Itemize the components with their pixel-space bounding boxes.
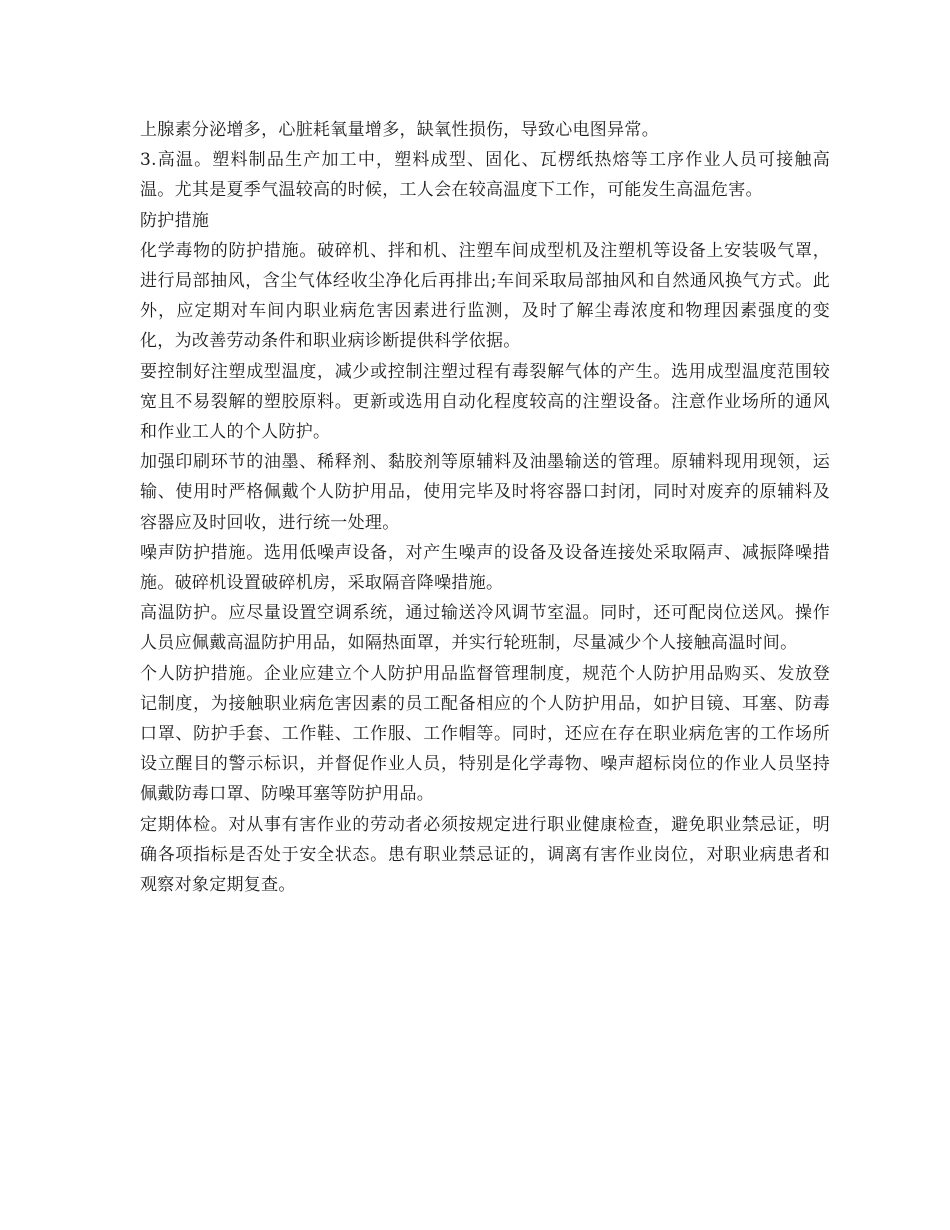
paragraph-regular-health-check: 定期体检。对从事有害作业的劳动者必须按规定进行职业健康检查，避免职业禁忌证，明确各项指标是否处于安全状态。患有职业禁忌证的，调离有害作业岗位，对职业病患者和观察对象定期复查。 — [140, 814, 830, 896]
paragraph-adrenaline-effects: 上腺素分泌增多，心脏耗氧量增多，缺氧性损伤，导致心电图异常。 — [140, 120, 659, 140]
paragraph-chemical-toxin-protection: 化学毒物的防护措施。破碎机、拌和机、注塑车间成型机及注塑机等设备上安装吸气罩，进行局部抽风，含尘气体经收尘净化后再排出;车间采取局部抽风和自然通风换气方式。此外，应定期对车间内职业病危害因素进行监测，及时了解尘毒浓度和物理因素强度的变化，为改善劳动条件和职业病诊断提供科学依据。 — [140, 240, 830, 352]
paragraph-noise-protection: 噪声防护措施。选用低噪声设备，对产生噪声的设备及设备连接处采取隔声、减振降噪措施。破碎机设置破碎机房，采取隔音降噪措施。 — [140, 542, 830, 594]
paragraph-ink-material-management: 加强印刷环节的油墨、稀释剂、黏胶剂等原辅料及油墨输送的管理。原辅料现用现领，运输、使用时严格佩戴个人防护用品，使用完毕及时将容器口封闭，同时对废弃的原辅料及容器应及时回收，进行统一处理。 — [140, 452, 830, 533]
paragraph-heat-protection: 高温防护。应尽量设置空调系统，通过输送冷风调节室温。同时，还可配岗位送风。操作人员应佩戴高温防护用品，如隔热面罩，并实行轮班制，尽量减少个人接触高温时间。 — [140, 603, 830, 654]
section-heading-protective-measures: 防护措施 — [140, 210, 210, 231]
paragraph-high-temperature-hazard: 3.高温。塑料制品生产加工中，塑料成型、固化、瓦楞纸热熔等工序作业人员可接触高温。尤其是夏季气温较高的时候，工人会在较高温度下工作，可能发生高温危害。 — [140, 150, 830, 201]
paragraph-injection-temperature-control: 要控制好注塑成型温度，减少或控制注塑过程有毒裂解气体的产生。选用成型温度范围较宽且不易裂解的塑胶原料。更新或选用自动化程度较高的注塑设备。注意作业场所的通风和作业工人的个人防护。 — [140, 361, 830, 443]
paragraph-personal-protection: 个人防护措施。企业应建立个人防护用品监督管理制度，规范个人防护用品购买、发放登记制度，为接触职业病危害因素的员工配备相应的个人防护用品，如护目镜、耳塞、防毒口罩、防护手套、工作鞋、工作服、工作帽等。同时，还应在存在职业病危害的工作场所设立醒目的警示标识，并督促作业人员，特别是化学毒物、噪声超标岗位的作业人员坚持佩戴防毒口罩、防噪耳塞等防护用品。 — [140, 663, 830, 805]
document-body — [140, 115, 830, 900]
